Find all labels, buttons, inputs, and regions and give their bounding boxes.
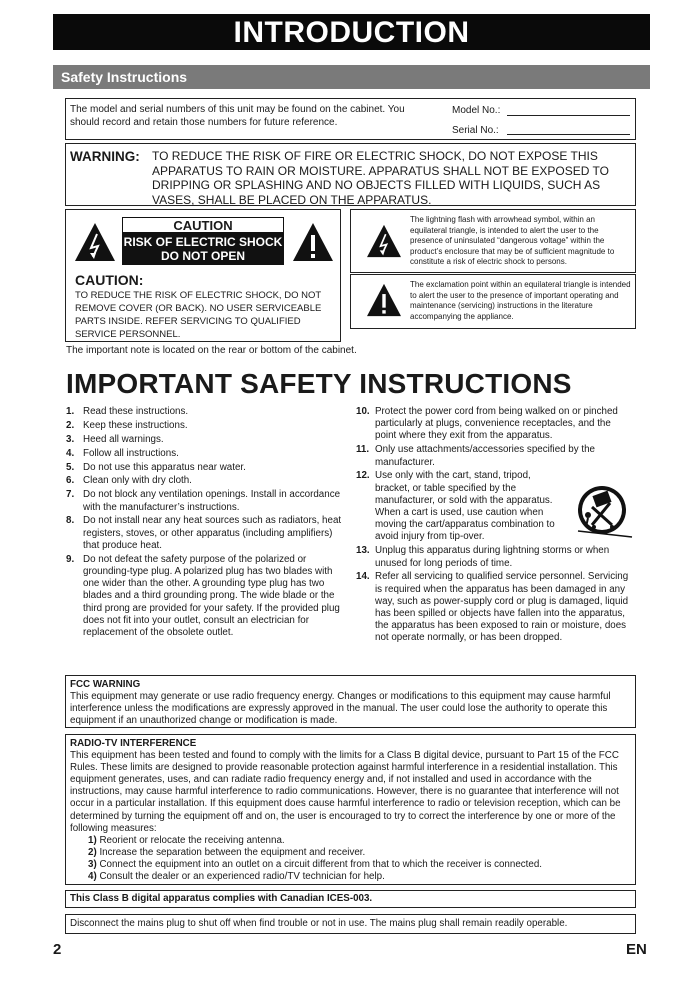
model-line xyxy=(507,115,630,116)
important-note: The important note is located on the rear or bottom of the cabinet. xyxy=(66,345,357,356)
instruction-item xyxy=(66,406,346,418)
instruction-number: 5. xyxy=(66,461,75,473)
instruction-text: Follow all instructions. xyxy=(83,447,179,459)
lightning-description: The lightning flash with arrowhead symbol, within an equilateral triangle, is intended to alert the user to the presence of uninsulated “dangerous voltage” within the product’s enclosure that may be of sufficient magnitude to constitute a risk of electric shock to persons. xyxy=(410,215,615,266)
model-label: Model No.: xyxy=(452,105,501,116)
mains-plug-note: Disconnect the mains plug to shut off when find trouble or not in use. The mains plug shall remain readily operable. xyxy=(65,914,636,934)
instruction-item xyxy=(356,545,633,569)
instruction-number: 8. xyxy=(66,515,75,527)
instruction-item xyxy=(66,489,346,513)
instruction-number: 9. xyxy=(66,553,75,565)
instruction-item xyxy=(66,462,346,474)
section-heading: Safety Instructions xyxy=(53,65,650,89)
serial-label: Serial No.: xyxy=(452,125,499,136)
fcc-warning-box xyxy=(65,675,636,728)
instruction-text: Keep these instructions. xyxy=(83,419,188,431)
page-number: 2 xyxy=(53,941,62,958)
instruction-item xyxy=(356,444,633,468)
measure-item xyxy=(70,859,631,871)
instruction-number: 2. xyxy=(66,419,75,431)
instruction-number: 10. xyxy=(356,406,370,417)
caution-label: CAUTION xyxy=(122,217,284,233)
instruction-text: Do not install near any heat sources such as radiators, heat registers, stoves, or other apparatus (including amplifiers) that produce heat. xyxy=(83,515,342,551)
warning-label: WARNING: xyxy=(70,149,140,164)
instruction-number: 3. xyxy=(66,433,75,445)
lightning-triangle-icon xyxy=(74,222,116,262)
exclamation-triangle-icon xyxy=(366,283,402,317)
instruction-item xyxy=(66,434,346,446)
important-safety-heading: IMPORTANT SAFETY INSTRUCTIONS xyxy=(66,368,572,399)
instruction-item xyxy=(66,475,346,487)
measure-number: 4) xyxy=(88,871,97,883)
fcc-text: This equipment may generate or use radio frequency energy. Changes or modifications to this equipment may cause harmful interference unless the modifications are expressly approved in the manual. The user could lose the authority to operate this equipment if an unauthorized change or modification is made. xyxy=(70,691,611,727)
instruction-item xyxy=(356,470,563,543)
instruction-text: Clean only with dry cloth. xyxy=(83,475,192,487)
instruction-item xyxy=(66,448,346,460)
radio-tv-heading: RADIO-TV INTERFERENCE xyxy=(70,738,197,749)
instruction-text: Protect the power cord from being walked on or pinched particularly at plugs, convenience receptacles, and the point where they exit from the apparatus. xyxy=(375,406,618,442)
warning-text: TO REDUCE THE RISK OF FIRE OR ELECTRIC SHOCK, DO NOT EXPOSE THIS APPARATUS TO RAIN OR MOISTURE. APPARATUS SHALL NOT BE EXPOSED TO DRIPPING OR SPLASHING AND NO OBJECTS FILLED WITH LIQUIDS, SUCH AS VASES, SHALL BE PLACED ON THE APPARATUS. xyxy=(152,149,610,207)
fcc-heading: FCC WARNING xyxy=(70,679,141,690)
measure-text: Connect the equipment into an outlet on a circuit different from that to which the receiver is connected. xyxy=(99,858,543,870)
measure-text: Reorient or relocate the receiving antenna. xyxy=(99,834,285,846)
language-label: EN xyxy=(626,941,647,958)
caution-heading: CAUTION: xyxy=(75,272,144,288)
instruction-number: 11. xyxy=(356,444,370,456)
instruction-item xyxy=(66,554,346,639)
model-serial-box xyxy=(65,98,636,140)
measure-item xyxy=(70,871,631,883)
radio-tv-box xyxy=(65,734,636,885)
caution-body: TO REDUCE THE RISK OF ELECTRIC SHOCK, DO NOT REMOVE COVER (OR BACK). NO USER SERVICEABLE PARTS INSIDE. REFER SERVICING TO QUALIFIED SERVICE PERSONNEL. xyxy=(75,290,322,340)
measure-item xyxy=(70,835,631,847)
shock-warning-line2: DO NOT OPEN xyxy=(160,249,245,263)
shock-warning-label xyxy=(122,233,284,265)
instruction-number: 1. xyxy=(66,406,75,417)
radio-tv-text: This equipment has been tested and found to comply with the limits for a Class B digital device, pursuant to Part 15 of the FCC Rules. These limits are designed to provide reasonable protection against harmful interference in a residential installation. This equipment generates, uses, and can radiate radio frequency energy and, if not installed and used in accordance with the instructions, may cause harmful interference to radio communications. However, there is no guarantee that interference will not occur in a particular installation. If this equipment does cause harmful interference to radio or television reception, which can be determined by turning the equipment off and on, the user is encouraged to try to correct the interference by one or more of the following measures: xyxy=(70,750,621,834)
shock-warning-line1: RISK OF ELECTRIC SHOCK xyxy=(123,235,283,249)
instruction-text: Do not use this apparatus near water. xyxy=(83,461,246,473)
instruction-number: 4. xyxy=(66,447,75,459)
cart-tipover-warning-icon xyxy=(574,483,634,541)
instruction-text: Do not defeat the safety purpose of the polarized or grounding-type plug. A polarized plug has two blades with one wider than the other. A grounding type plug has two blades and a third grounding prong. The wide blade or the third prong are provided for your safety. If the provided plug does not fit into your outlet, consult an electrician for replacement of the obsolete outlet. xyxy=(83,553,340,638)
instruction-text: Read these instructions. xyxy=(83,406,189,417)
lightning-triangle-icon xyxy=(366,224,402,258)
instruction-item xyxy=(66,420,346,432)
model-serial-text: The model and serial numbers of this unit may be found on the cabinet. You should record and retain those numbers for future reference. xyxy=(70,104,405,128)
lightning-symbol-box xyxy=(350,209,636,273)
serial-line xyxy=(507,134,630,135)
measure-number: 1) xyxy=(88,834,97,846)
instruction-item xyxy=(356,406,633,443)
instruction-text: Use only with the cart, stand, tripod, bracket, or table specified by the manufacturer, or sold with the apparatus. When a cart is used, use caution when moving the cart/apparatus combination to avoid injury from tip-over. xyxy=(375,470,555,543)
instruction-number: 7. xyxy=(66,489,75,501)
instruction-text: Do not block any ventilation openings. Install in accordance with the manufacturer’s instructions. xyxy=(83,489,341,513)
instruction-number: 6. xyxy=(66,475,75,487)
exclamation-description: The exclamation point within an equilateral triangle is intended to alert the user to the presence of important operating and maintenance (servicing) instructions in the literature accompanying the appliance. xyxy=(410,280,631,321)
measure-number: 2) xyxy=(88,846,97,858)
warning-box xyxy=(65,143,636,206)
instructions-left-column xyxy=(66,406,346,641)
instruction-item xyxy=(356,571,633,644)
instruction-text: Refer all servicing to qualified service personnel. Servicing is required when the apparatus has been damaged in any way, such as power-supply cord or plug is damaged, liquid has been spilled or objects have fallen into the apparatus, the apparatus has been exposed to rain or moisture, does not operate normally, or has been dropped. xyxy=(375,571,629,644)
caution-label-block xyxy=(122,217,284,265)
measure-number: 3) xyxy=(88,858,97,870)
instruction-item xyxy=(66,515,346,552)
instruction-number: 12. xyxy=(356,470,370,482)
exclamation-triangle-icon xyxy=(292,222,334,262)
page-title: INTRODUCTION xyxy=(53,14,650,50)
instruction-text: Unplug this apparatus during lightning storms or when unused for long periods of time. xyxy=(375,545,610,569)
exclamation-symbol-box xyxy=(350,274,636,329)
measure-text: Increase the separation between the equipment and receiver. xyxy=(99,846,366,858)
instruction-number: 13. xyxy=(356,545,370,557)
instruction-text: Only use attachments/accessories specified by the manufacturer. xyxy=(375,444,595,468)
canada-compliance-box: This Class B digital apparatus complies with Canadian ICES-003. xyxy=(65,890,636,908)
caution-box xyxy=(65,209,341,342)
instruction-number: 14. xyxy=(356,571,370,583)
measure-text: Consult the dealer or an experienced radio/TV technician for help. xyxy=(99,871,385,883)
instruction-text: Heed all warnings. xyxy=(83,433,164,445)
measure-item xyxy=(70,847,631,859)
